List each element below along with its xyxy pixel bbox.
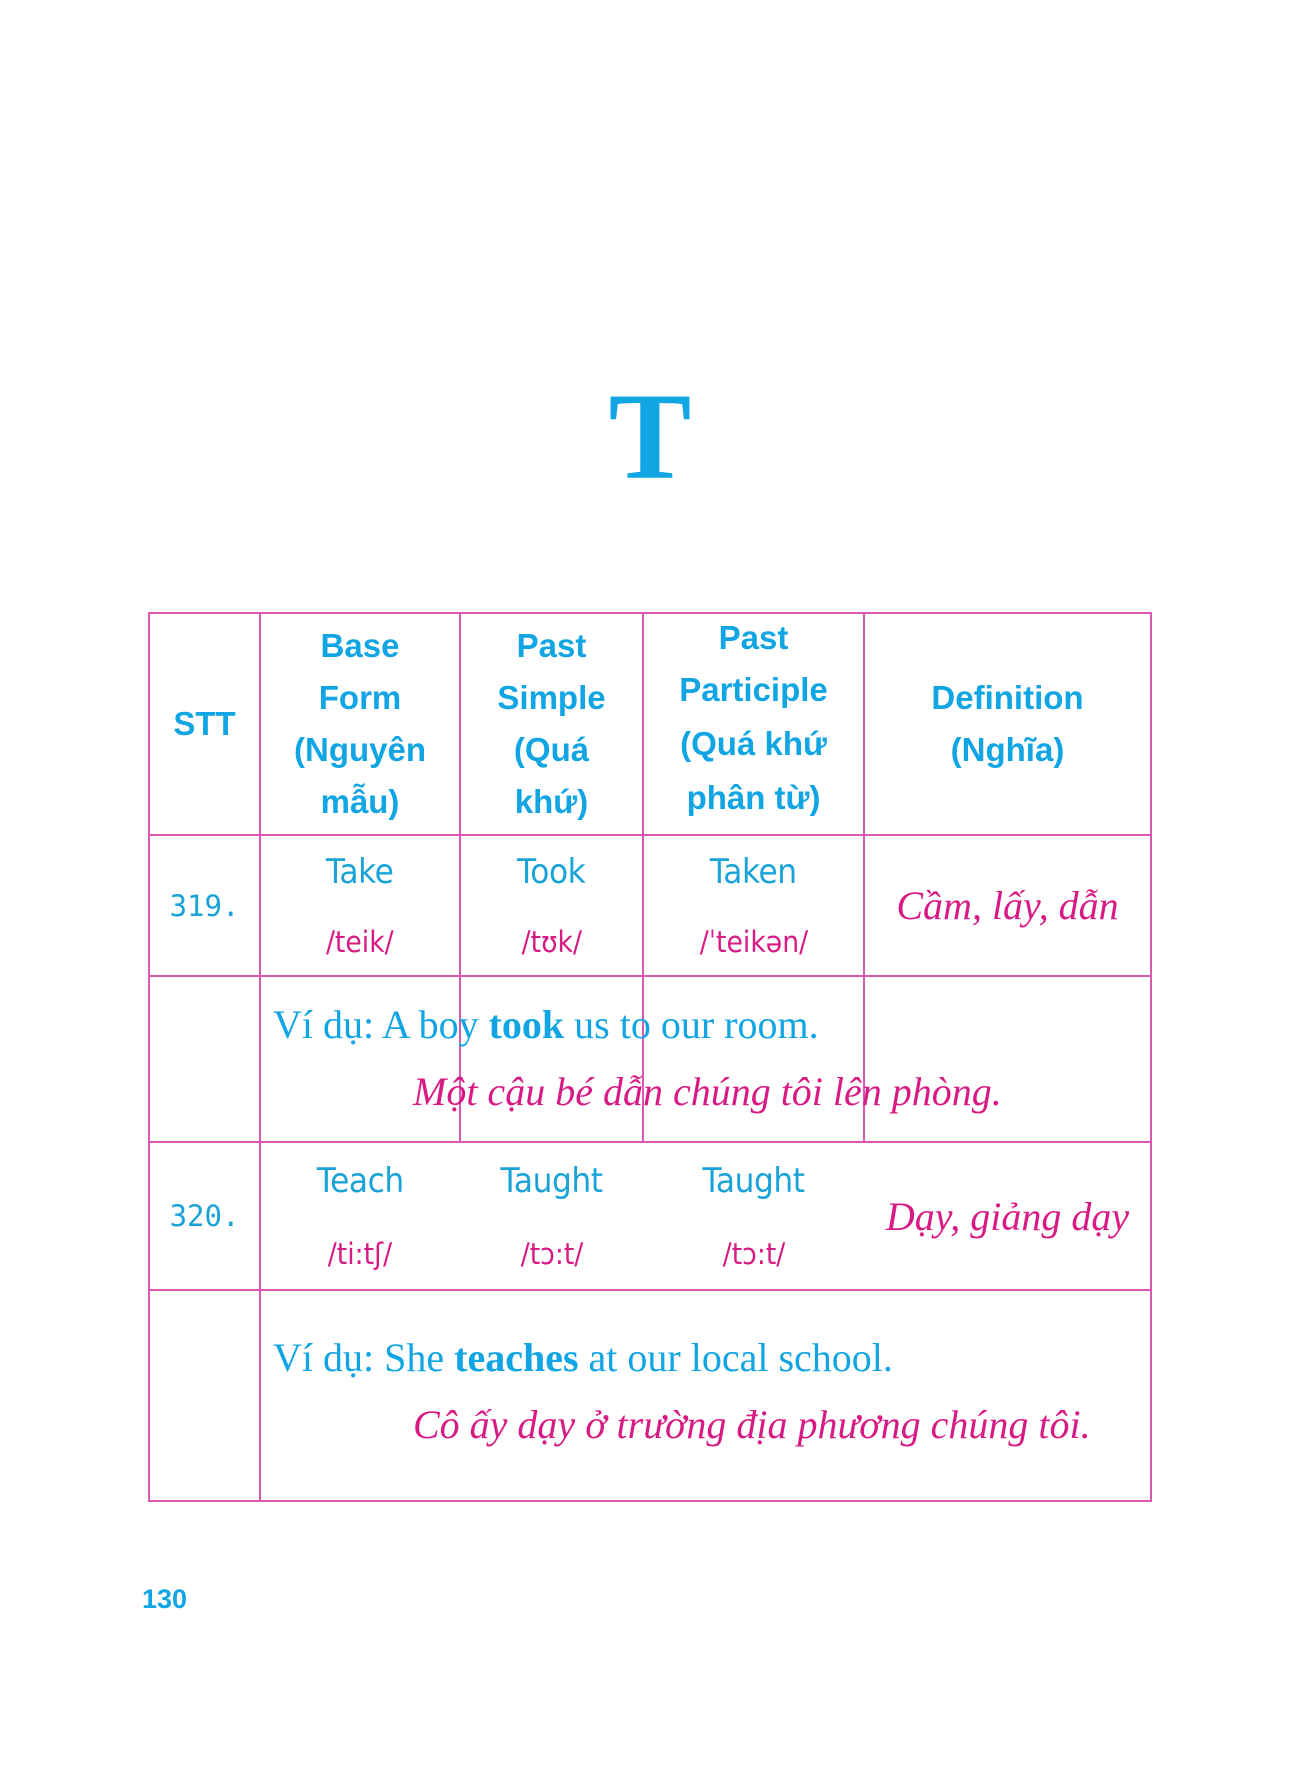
header-line: Form: [318, 679, 402, 716]
ipa-transcription: /ti:tʃ/: [327, 1237, 393, 1271]
header-line: Definition: [931, 679, 1084, 716]
row-number-label: 319.: [169, 888, 240, 923]
verb-word: Taught: [702, 1161, 805, 1201]
example-translation: Cô ấy dạy ở trường địa phương chúng tôi.: [413, 1402, 1091, 1447]
example-suffix: at our local school.: [578, 1335, 893, 1380]
example-highlight-verb: teaches: [454, 1335, 579, 1380]
column-divider: [863, 975, 865, 1143]
past-participle-cell: [644, 1143, 863, 1289]
header-line: Participle: [679, 671, 828, 708]
row-number-label: 320.: [169, 1199, 240, 1233]
header-line: Base: [320, 627, 400, 664]
ipa-transcription: /ˈteikən/: [699, 924, 808, 959]
header-past-participle: [644, 614, 863, 834]
header-line: phân từ): [686, 779, 821, 816]
row-divider: [148, 1289, 1152, 1291]
verb-word: Took: [517, 852, 586, 893]
row-number: [150, 836, 259, 975]
example-translation: Một cậu bé dẫn chúng tôi lên phòng.: [413, 1069, 1002, 1114]
definition-text: Dạy, giảng dạy: [885, 1193, 1130, 1239]
header-definition: [865, 614, 1150, 834]
page-number: 130: [142, 1584, 188, 1614]
row-divider: [148, 975, 1152, 977]
verb-word: Teach: [316, 1161, 404, 1201]
header-line: mẫu): [320, 783, 400, 820]
past-simple-cell: [461, 836, 642, 975]
header-line: (Quá: [513, 731, 590, 768]
verb-word: Taken: [710, 852, 797, 893]
ipa-transcription: /tʊk/: [521, 924, 582, 959]
header-stt: [150, 614, 259, 834]
verb-word: Taught: [500, 1161, 603, 1201]
past-participle-cell: [644, 836, 863, 975]
example-sentence: [273, 1334, 893, 1381]
base-form-cell: [261, 836, 459, 975]
irregular-verbs-table: [148, 612, 1152, 1502]
header-line: (Nghĩa): [950, 731, 1065, 768]
header-base-form: [261, 614, 459, 834]
verb-word: Take: [326, 852, 394, 893]
header-line: (Nguyên: [294, 731, 426, 768]
example-prefix: Ví dụ: She: [273, 1335, 455, 1380]
ipa-transcription: /tɔ:t/: [520, 1237, 583, 1271]
example-suffix: us to our room.: [564, 1002, 819, 1047]
definition-cell: [865, 1143, 1150, 1289]
ipa-transcription: /teik/: [326, 924, 394, 959]
example-prefix: Ví dụ: A boy: [273, 1002, 489, 1047]
ipa-transcription: /tɔ:t/: [722, 1237, 785, 1271]
header-line: khứ): [514, 783, 589, 820]
definition-cell: [865, 836, 1150, 975]
row-number: [150, 1143, 259, 1289]
example-highlight-verb: took: [488, 1002, 565, 1047]
base-form-cell: [261, 1143, 459, 1289]
section-letter-heading: T: [608, 368, 692, 505]
example-sentence: [273, 1001, 819, 1048]
header-line: Past: [516, 627, 587, 664]
header-line: (Quá khứ: [680, 725, 827, 762]
table-border-bottom: [148, 1500, 1152, 1502]
header-line: Simple: [497, 679, 606, 716]
header-stt-label: STT: [173, 705, 236, 742]
header-line: Past: [718, 619, 789, 656]
definition-text: Cầm, lấy, dẫn: [896, 883, 1119, 928]
header-past-simple: [461, 614, 642, 834]
past-simple-cell: [461, 1143, 642, 1289]
table-border-right: [1150, 612, 1152, 1502]
